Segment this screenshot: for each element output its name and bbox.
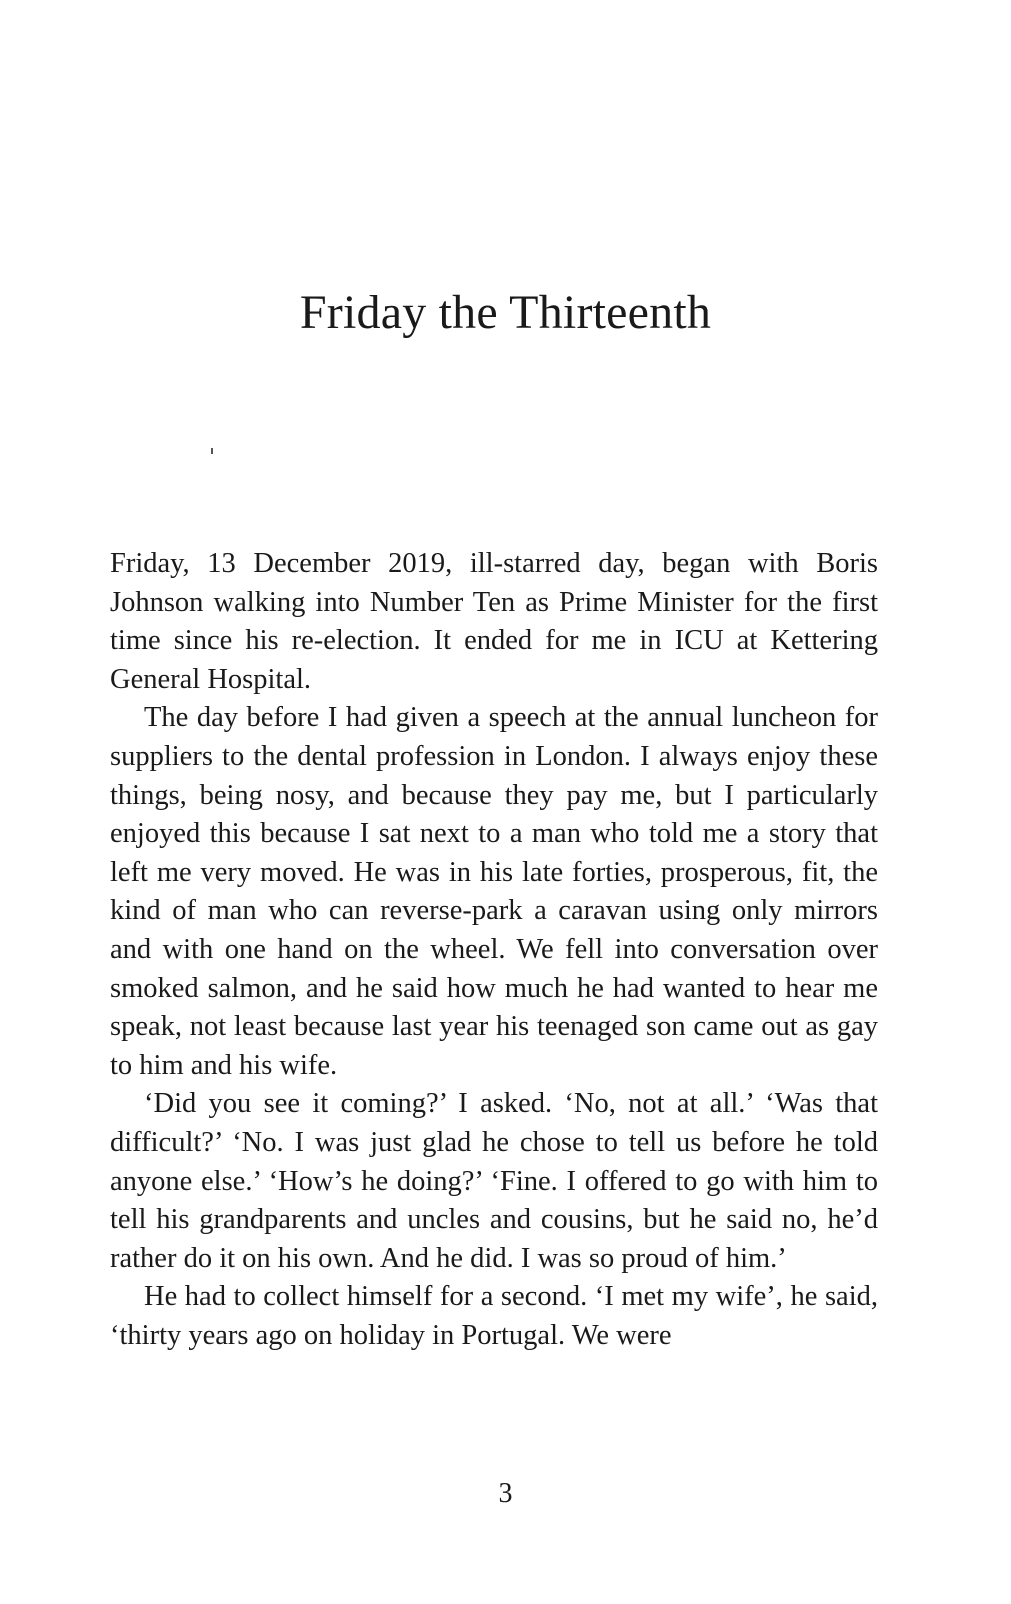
chapter-body [110, 545, 878, 1355]
print-speck [211, 448, 213, 454]
paragraph: The day before I had given a speech at the annual luncheon for suppliers to the dental profession in London. I always enjoy these things, being nosy, and because they pay me, but I particularly enjoyed this because I sat next to a man who told me a story that left me very moved. He was in his late forties, prosperous, fit, the kind of man who can reverse-park a caravan using only mirrors and with one hand on the wheel. We fell into conversation over smoked salmon, and he said how much he had wanted to hear me speak, not least because last year his teenaged son came out as gay to him and his wife. [110, 702, 878, 1081]
paragraph: Friday, 13 December 2019, ill-starred day, began with Boris Johnson walking into Number Ten as Prime Minister for the first time since his re-election. It ended for me in ICU at Kettering General Hospital. [110, 548, 878, 695]
paragraph: He had to collect himself for a second. ‘I met my wife’, he said, ‘thirty years ago on holiday in Portugal. We were [110, 1281, 878, 1351]
chapter-title: Friday the Thirteenth [299, 286, 712, 339]
page-number: 3 [498, 1478, 513, 1509]
paragraph: ‘Did you see it coming?’ I asked. ‘No, not at all.’ ‘Was that difficult?’ ‘No. I was just glad he chose to tell us before he told anyone else.’ ‘How’s he doing?’ ‘Fine. I offered to go with him to tell his grandparents and uncles and cousins, but he said no, he’d rather do it on his own. And he did. I was so proud of him.’ [110, 1088, 878, 1274]
